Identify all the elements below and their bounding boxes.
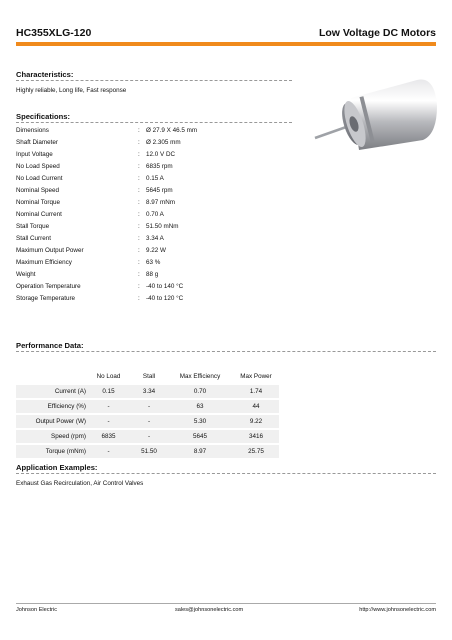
spec-row (16, 259, 316, 269)
footer-company: Johnson Electric (16, 607, 58, 613)
motor-image (313, 76, 439, 156)
characteristics-divider (16, 80, 292, 81)
column-header: Max Power (240, 373, 272, 380)
spec-label: Shaft Diameter (16, 139, 58, 146)
spec-colon: : (138, 223, 140, 230)
table-row (16, 430, 279, 443)
specifications-divider (16, 122, 292, 123)
spec-row (16, 127, 316, 137)
table-cell: 6835 (86, 430, 131, 443)
table-row (16, 400, 279, 413)
footer-email[interactable]: sales@johnsonelectric.com (175, 607, 244, 613)
table-cell: 5.30 (167, 415, 233, 428)
spec-row (16, 235, 316, 245)
performance-divider (16, 351, 436, 352)
spec-row (16, 271, 316, 281)
spec-row (16, 187, 316, 197)
row-label: Current (A) (16, 385, 86, 398)
spec-label: Storage Temperature (16, 295, 76, 302)
table-row (16, 445, 279, 458)
spec-label: Stall Current (16, 235, 51, 242)
spec-colon: : (138, 175, 140, 182)
table-cell: 0.15 (86, 385, 131, 398)
spec-colon: : (138, 151, 140, 158)
table-row (16, 385, 279, 398)
spec-value: -40 to 120 °C (146, 295, 184, 302)
spec-row (16, 151, 316, 161)
table-cell: 5645 (167, 430, 233, 443)
spec-colon: : (138, 187, 140, 194)
spec-colon: : (138, 199, 140, 206)
table-cell: 44 (233, 400, 279, 413)
spec-row (16, 163, 316, 173)
table-cell: 51.50 (131, 445, 167, 458)
row-label: Output Power (W) (16, 415, 86, 428)
spec-colon: : (138, 235, 140, 242)
spec-value: 9.22 W (146, 247, 166, 254)
applications-text: Exhaust Gas Recirculation, Air Control Valves (16, 480, 144, 487)
spec-value: Ø 2.305 mm (146, 139, 181, 146)
spec-row (16, 175, 316, 185)
table-cell: 3416 (233, 430, 279, 443)
spec-value: 12.0 V DC (146, 151, 176, 158)
spec-value: 8.97 mNm (146, 199, 176, 206)
table-cell: - (86, 445, 131, 458)
spec-value: 51.50 mNm (146, 223, 179, 230)
spec-value: Ø 27.9 X 46.5 mm (146, 127, 198, 134)
applications-title: Application Examples: (16, 463, 98, 472)
spec-row (16, 223, 316, 233)
spec-value: -40 to 140 °C (146, 283, 184, 290)
spec-label: Stall Torque (16, 223, 50, 230)
table-row (16, 415, 279, 428)
table-cell: - (86, 400, 131, 413)
column-header: Max Efficiency (179, 373, 221, 380)
spec-row (16, 139, 316, 149)
spec-label: No Load Current (16, 175, 63, 182)
spec-label: Input Voltage (16, 151, 53, 158)
characteristics-text: Highly reliable, Long life, Fast response (16, 87, 127, 94)
column-header (16, 370, 86, 383)
spec-label: Nominal Current (16, 211, 62, 218)
table-cell: 63 (167, 400, 233, 413)
table-cell: - (131, 415, 167, 428)
product-category: Low Voltage DC Motors (318, 27, 436, 39)
spec-value: 0.70 A (146, 211, 164, 218)
spec-colon: : (138, 163, 140, 170)
specifications-title: Specifications: (16, 112, 71, 121)
footer-website[interactable]: http://www.johnsonelectric.com (359, 607, 436, 613)
performance-table (16, 368, 279, 460)
applications-divider (16, 473, 436, 474)
spec-label: Maximum Efficiency (16, 259, 72, 266)
spec-label: Dimensions (16, 127, 49, 134)
table-cell: - (131, 400, 167, 413)
spec-value: 0.15 A (146, 175, 164, 182)
spec-colon: : (138, 127, 140, 134)
spec-colon: : (138, 247, 140, 254)
spec-label: Weight (16, 271, 36, 278)
row-label: Efficiency (%) (16, 400, 86, 413)
spec-value: 3.34 A (146, 235, 164, 242)
spec-colon: : (138, 271, 140, 278)
spec-label: Operation Temperature (16, 283, 81, 290)
spec-label: Nominal Torque (16, 199, 60, 206)
row-label: Speed (rpm) (16, 430, 86, 443)
performance-title: Performance Data: (16, 341, 84, 350)
spec-value: 6835 rpm (146, 163, 173, 170)
table-cell: 9.22 (233, 415, 279, 428)
characteristics-title: Characteristics: (16, 70, 74, 79)
spec-value: 63 % (146, 259, 161, 266)
footer-rule (16, 603, 436, 604)
table-cell: 0.70 (167, 385, 233, 398)
table-cell: - (131, 430, 167, 443)
spec-label: Maximum Output Power (16, 247, 84, 254)
spec-colon: : (138, 139, 140, 146)
spec-row (16, 283, 316, 293)
table-cell: 1.74 (233, 385, 279, 398)
spec-value: 88 g (146, 271, 159, 278)
table-cell: 8.97 (167, 445, 233, 458)
spec-label: Nominal Speed (16, 187, 60, 194)
performance-header-row (16, 370, 279, 383)
column-header: No Load (96, 373, 121, 380)
spec-row (16, 199, 316, 209)
spec-colon: : (138, 259, 140, 266)
header-rule (16, 42, 436, 46)
table-cell: 25.75 (233, 445, 279, 458)
spec-colon: : (138, 295, 140, 302)
column-header: Stall (142, 373, 156, 380)
spec-value: 5645 rpm (146, 187, 173, 194)
spec-label: No Load Speed (16, 163, 60, 170)
spec-row (16, 295, 316, 305)
product-model: HC355XLG-120 (16, 27, 92, 39)
table-cell: - (86, 415, 131, 428)
spec-row (16, 211, 316, 221)
table-cell: 3.34 (131, 385, 167, 398)
spec-row (16, 247, 316, 257)
spec-colon: : (138, 283, 140, 290)
spec-colon: : (138, 211, 140, 218)
row-label: Torque (mNm) (16, 445, 86, 458)
